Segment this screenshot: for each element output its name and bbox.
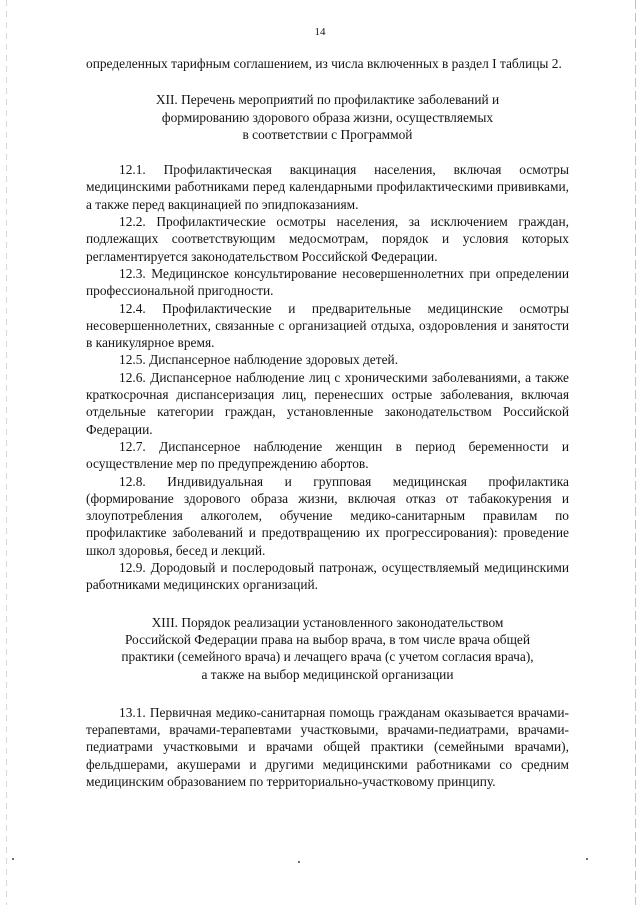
section-12-item-8: 12.8. Индивидуальная и групповая медицинская профилактика (формирование здорового образа жизни, включая отказ от табакокурения и злоупотребления алкоголем, обучение медико-санитарным правилам по профилактике заболеваний и предотвращению их прогрессирования): проведение школ здоровья, бесед и лекций. xyxy=(86,473,569,558)
section-13-item-1: 13.1. Первичная медико-санитарная помощь гражданам оказывается врачами-терапевтами, врачами-терапевтами участковыми, врачами-педиатрами, врачами-педиатрами участковыми и врачами общей практики (семейными врачами), фельдшерами, акушерами и другими медицинскими работниками со средним медицинским образованием по территориально-участковому принципу. xyxy=(86,704,569,789)
intro-paragraph: определенных тарифным соглашением, из числа включенных в раздел I таблицы 2. xyxy=(86,56,562,71)
section-13-heading-line: Российской Федерации права на выбор врача, в том числе врача общей xyxy=(124,631,531,647)
scan-speck xyxy=(12,858,14,860)
section-12-heading xyxy=(86,91,569,143)
section-13-heading xyxy=(86,614,569,683)
section-12-item-1: 12.1. Профилактическая вакцинация населения, включая осмотры медицинскими работниками перед календарными профилактическими прививками, а также перед вакцинацией по эпидпоказаниям. xyxy=(86,162,569,212)
page-body xyxy=(86,55,569,790)
section-13-items xyxy=(86,704,569,790)
section-12-items xyxy=(86,161,569,593)
section-12-heading-line: формированию здорового образа жизни, осуществляемых xyxy=(161,109,494,125)
scan-edge-left xyxy=(6,0,7,905)
page-number: 14 xyxy=(314,26,326,38)
section-12-item-6: 12.6. Диспансерное наблюдение лиц с хроническими заболеваниями, а также краткосрочная диспансеризация лиц, перенесших острые заболевания, включая отдельные категории граждан, установленные законодательством Российской Федерации. xyxy=(86,369,569,437)
section-13-heading-line: практики (семейного врача) и лечащего врача (с учетом согласия врача), xyxy=(121,649,534,665)
section-13-heading-line: XIII. Порядок реализации установленного законодательством xyxy=(151,614,504,630)
section-12-item-4: 12.4. Профилактические и предварительные медицинские осмотры несовершеннолетних, связанные с организацией отдыха, оздоровления и занятости в каникулярное время. xyxy=(86,300,569,351)
section-12-item-9: 12.9. Дородовый и послеродовый патронаж, осуществляемый медицинскими работниками медицинских организаций. xyxy=(86,560,569,593)
scan-speck xyxy=(586,858,588,860)
section-12-item-7: 12.7. Диспансерное наблюдение женщин в период беременности и осуществление мер по предупреждению абортов. xyxy=(86,438,569,472)
section-12-heading-line: в соответствии с Программой xyxy=(242,126,413,142)
scan-edge-right xyxy=(635,0,636,905)
section-12-item-3: 12.3. Медицинское консультирование несовершеннолетних при определении профессиональной пригодности. xyxy=(86,265,569,299)
section-13-heading-line: а также на выбор медицинской организации xyxy=(201,666,454,682)
scan-speck xyxy=(298,861,300,863)
section-12-heading-line: XII. Перечень мероприятий по профилактике заболеваний и xyxy=(155,92,500,108)
section-12-item-2: 12.2. Профилактические осмотры населения, за исключением граждан, подлежащих соответствующим медосмотрам, порядок и условия которых регламентируется законодательством Российской Федерации. xyxy=(86,214,569,264)
section-12-item-5: 12.5. Диспансерное наблюдение здоровых детей. xyxy=(119,352,399,368)
